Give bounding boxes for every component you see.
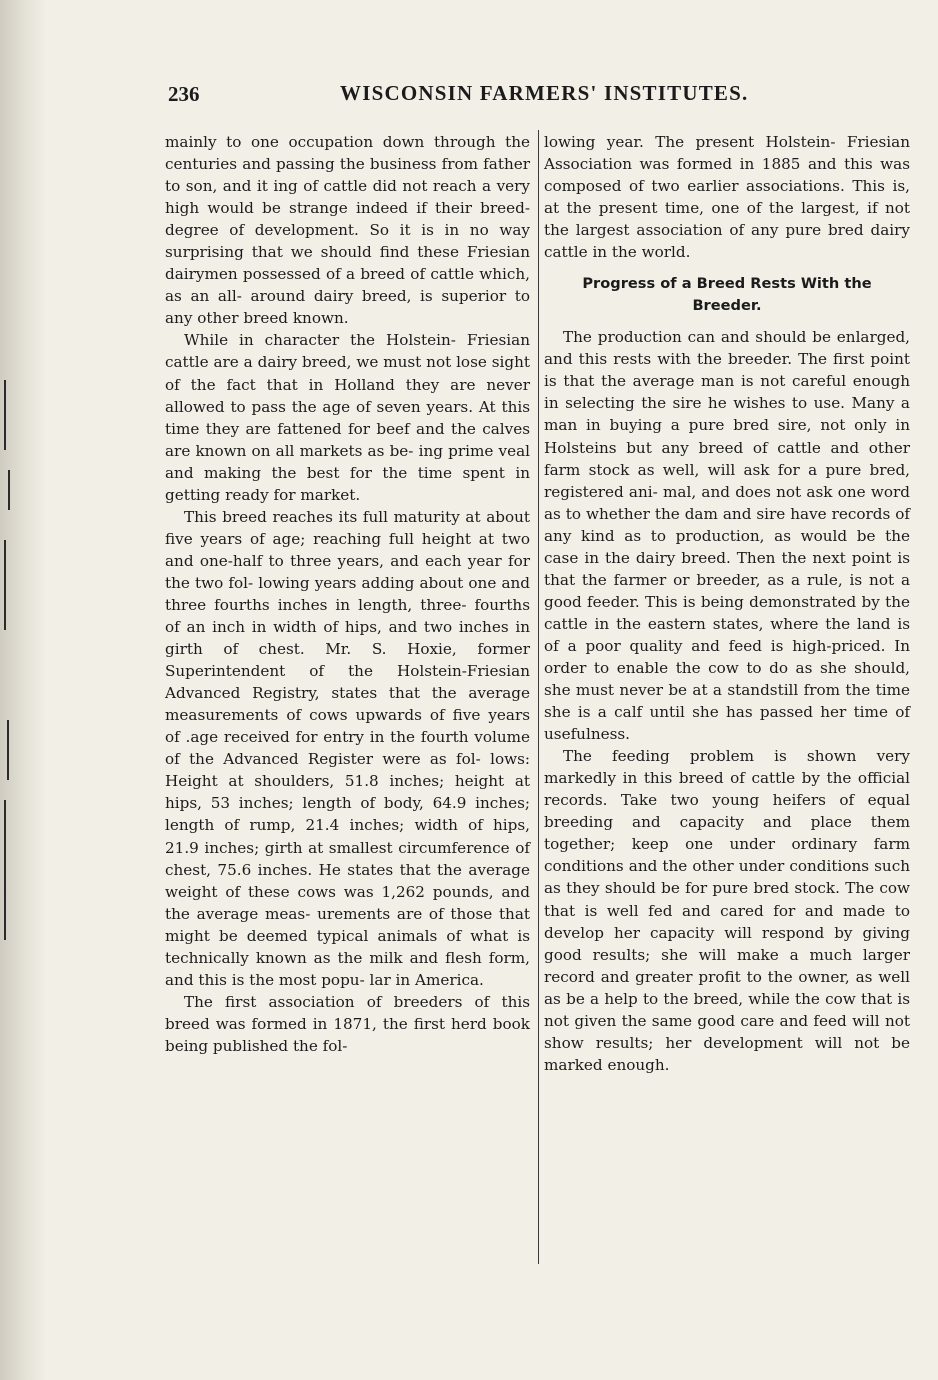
paragraph: The production can and should be enlarged, and this rests with the breeder. The first point is that the average man is not careful enough in selecting the sire he wishes to use. Many a man in buying a pure bred sire, not only in Holsteins but any breed of cattle and other farm stock as well, will ask for a pure bred, registered ani- mal, and does not ask one word as to whether the dam and sire have records of any kind as to production, as would be the case in the dairy breed. Then the next point is that the farmer or breeder, as a rule, is not a good feeder. This is being demonstrated by the cattle in the eastern states, where the land is of a poor quality and feed is high-priced. In order to enable the cow to do as she should, she must never be at a standstill from the time she is a calf until she has passed her time of usefulness. [544, 328, 910, 744]
paragraph: mainly to one occupation down through the centuries and passing the business from father to son, and it ing of cattle did not reach a very high would be strange indeed if their breed- degree of development. So it is in no way surprising that we should find these Friesian dairymen possessed of a breed of cattle which, as an all- around dairy breed, is superior to any other breed known. [165, 133, 530, 328]
paragraph: This breed reaches its full maturity at about five years of age; reaching full height at two and one-half to three years, and each year for the two fol- lowing years adding about one and three fourths inches in length, three- fourths of an inch in width of hips, and two inches in girth of chest. Mr. S. Hoxie, former Superintendent of the Holstein-Friesian Advanced Registry, states that the average measurements of cows upwards of five years of .age received for entry in the fourth volume of the Advanced Register were as fol- lows: Height at shoulders, 51.8 inches; height at hips, 53 inches; length of body, 64.9 inches; length of rump, 21.4 inches; width of hips, 21.9 inches; girth at smallest circumference of chest, 75.6 inches. He states that the average weight of these cows was 1,262 pounds, and the average meas- urements are of those that might be deemed typical animals of what is technically known as the milk and flesh form, and this is the most popu- lar in America. [165, 507, 530, 989]
page-number: 236 [168, 82, 200, 106]
paragraph: While in character the Holstein- Friesian cattle are a dairy breed, we must not lose sight of the fact that in Holland they are never allowed to pass the age of seven years. At this time they are fattened for beef and the calves are known on all markets as be- ing prime veal and making the best for the time spent in getting ready for market. [165, 331, 530, 504]
running-head: WISCONSIN FARMERS' INSTITUTES. [340, 81, 749, 105]
page-binding-shadow [0, 0, 46, 1380]
section-heading-line: Breeder. [692, 297, 762, 315]
right-column [544, 131, 910, 1076]
paragraph: The first association of breeders of this breed was formed in 1871, the first herd book being published the fol- [165, 992, 530, 1055]
paragraph: lowing year. The present Holstein- Friesian Association was formed in 1885 and this was composed of two earlier associations. This is, at the present time, one of the largest, if not the largest association of any pure bred dairy cattle in the world. [544, 133, 910, 262]
page-header [160, 78, 912, 108]
paragraph: The feeding problem is shown very markedly in this breed of cattle by the official records. Take two young heifers of equal breeding and capacity and place them together; keep one under ordinary farm conditions and the other under conditions such as they should be for pure bred stock. The cow that is well fed and cared for and made to develop her capacity will respond by giving good results; she will make a much larger record and greater profit to the owner, as well as be a help to the breed, while the cow that is not given the same good care and feed will not show results; her development will not be marked enough. [544, 747, 910, 1074]
column-divider [538, 130, 539, 1264]
section-heading-line: Progress of a Breed Rests With the [582, 275, 872, 293]
left-column [165, 131, 530, 1057]
section-heading [544, 273, 910, 317]
